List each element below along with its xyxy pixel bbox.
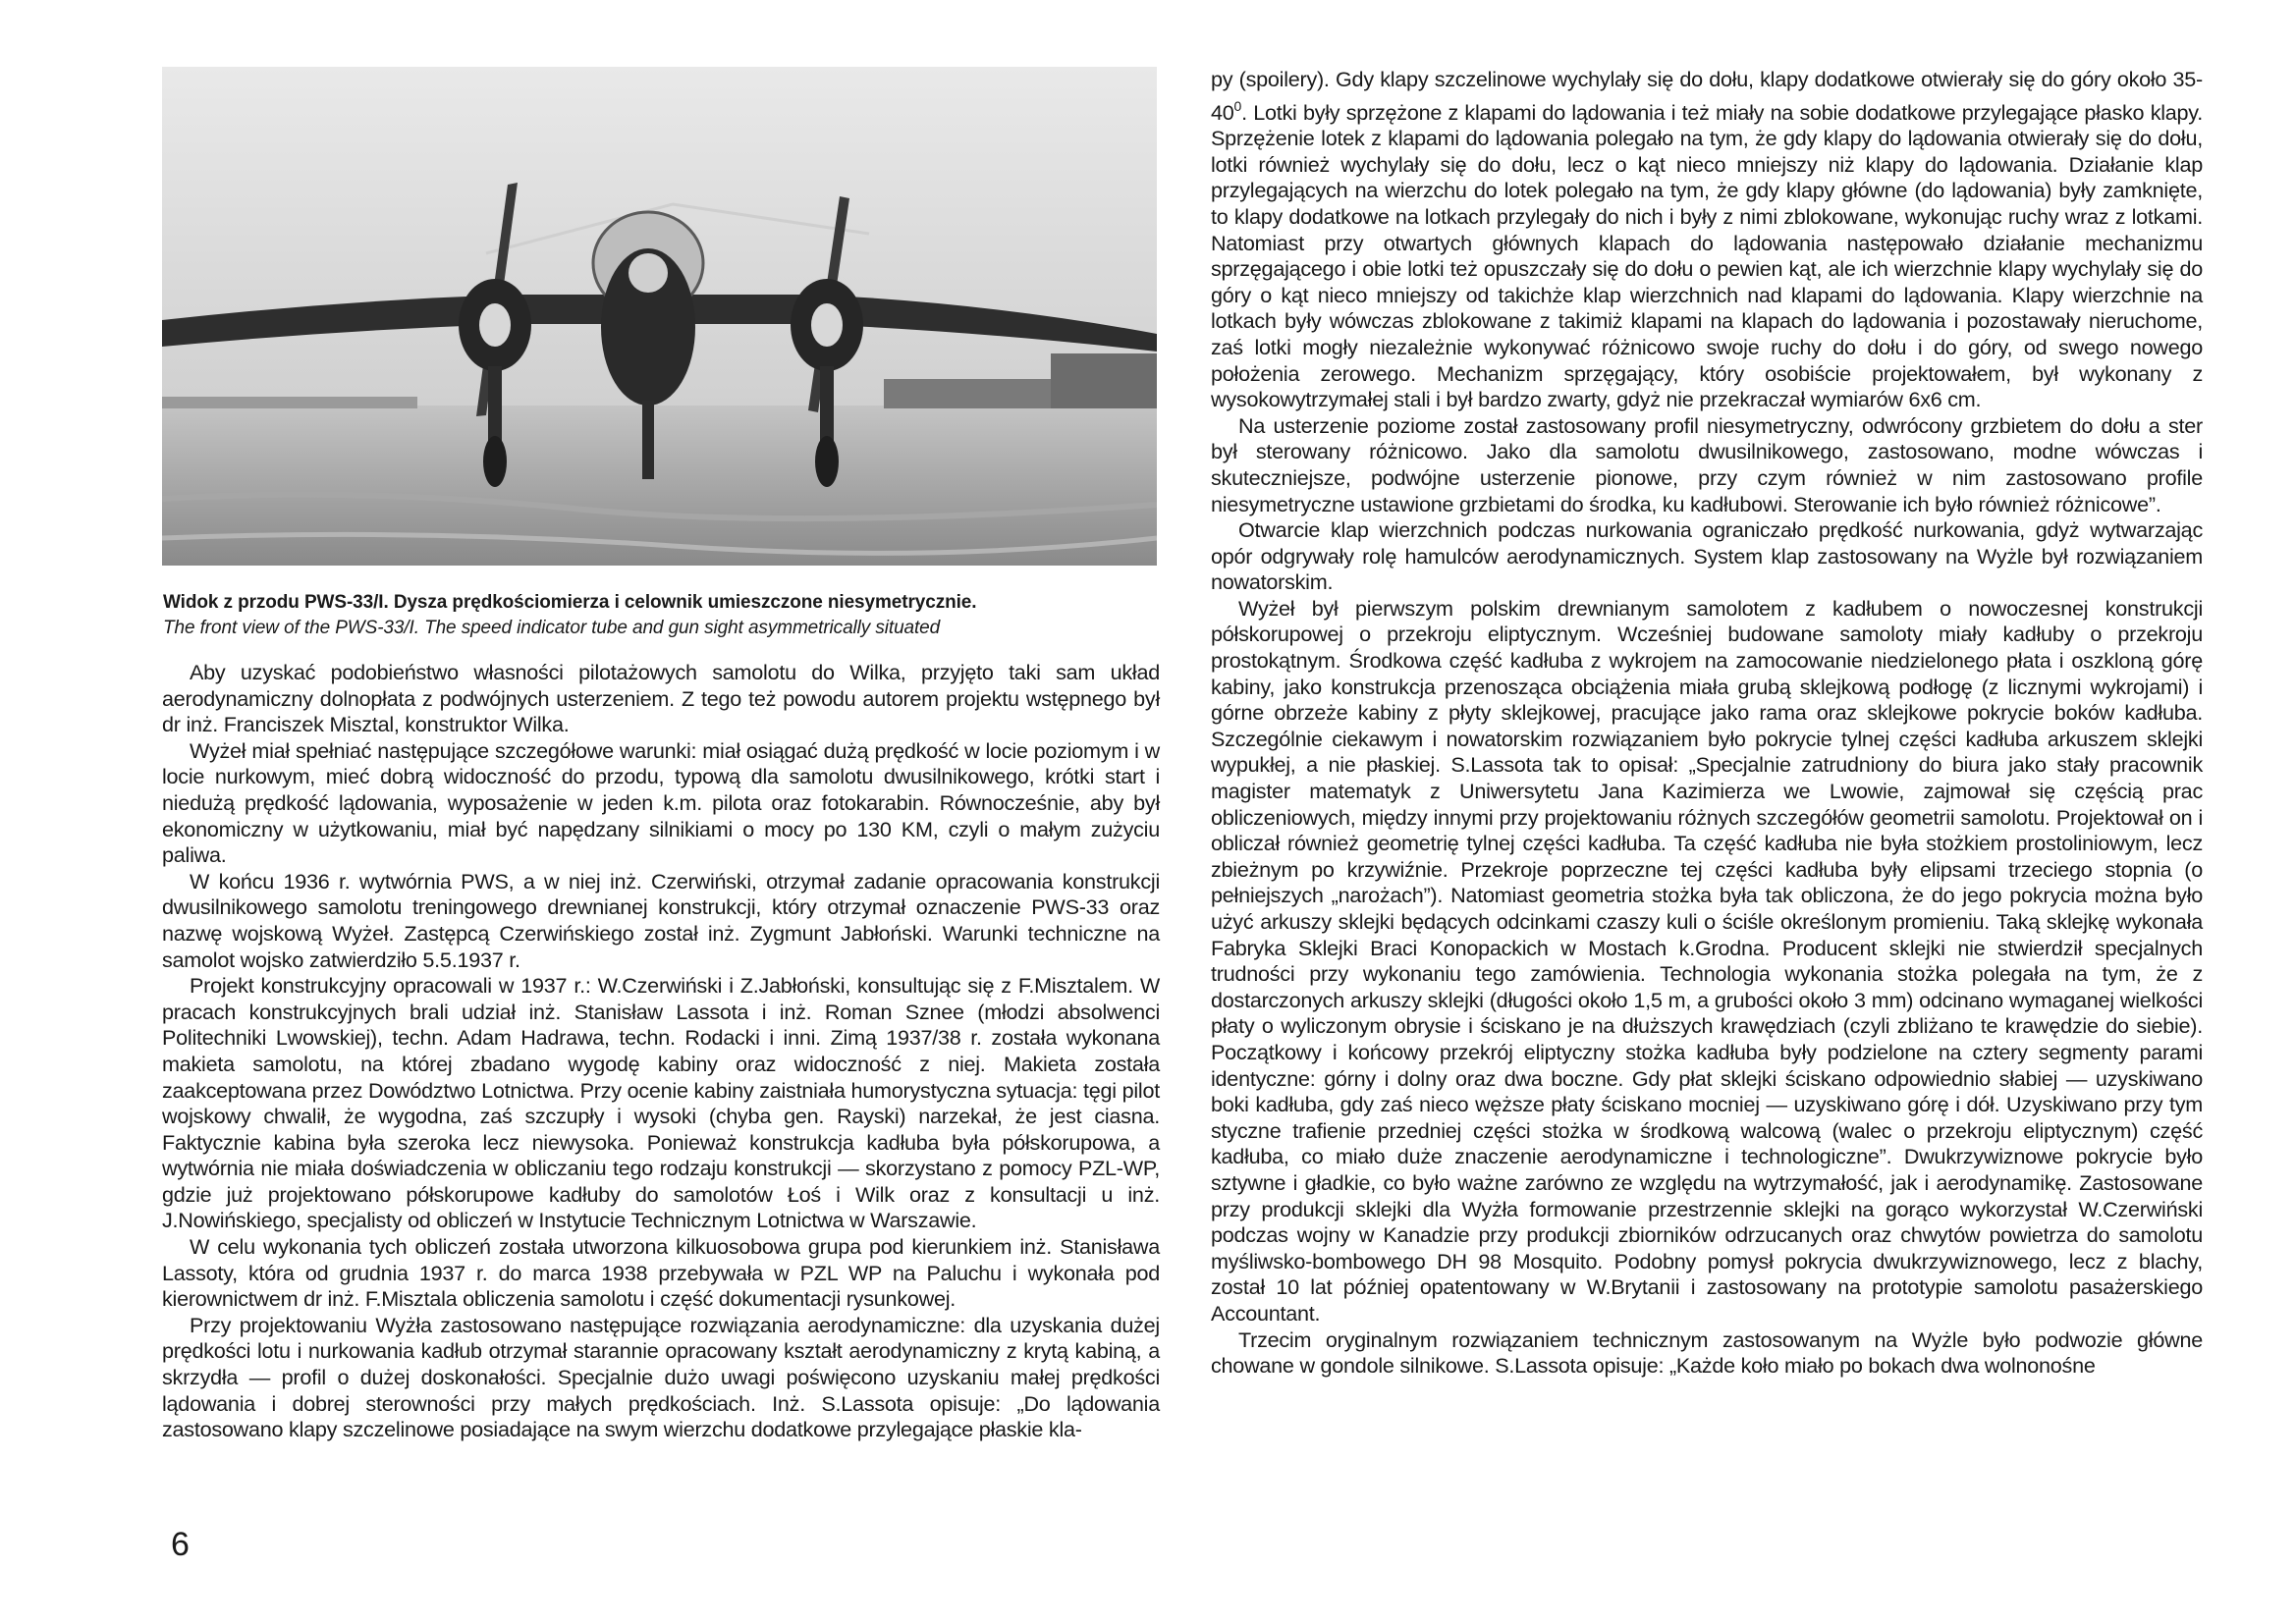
photo-caption-polish: Widok z przodu PWS-33/I. Dysza prędkościomierza i celownik umieszczone niesymetrycznie. (163, 592, 977, 613)
paragraph: Aby uzyskać podobieństwo własności pilotażowych samolotu do Wilka, przyjęto taki sam układ aerodynamiczny dolnopłata z podwójnych usterzeniem. Z tego też powodu autorem projektu wstępnego był dr inż. Franciszek Misztal, konstruktor Wilka. (162, 660, 1160, 737)
degree-superscript: 0 (1233, 97, 1242, 114)
right-column-text (1211, 67, 2203, 1380)
paragraph: Przy projektowaniu Wyżła zastosowano następujące rozwiązania aerodynamiczne: dla uzyskania dużej prędkości lotu i nurkowania kadłub otrzymał starannie opracowany kształt aerodynamiczny z krytą kabiną, a skrzydła — profil o dużej doskonałości. Specjalnie dużo uwagi poświęcono uzyskaniu małej prędkości lądowania i dobrej sterowności przy małych prędkościach. Inż. S.Lassota opisuje: „Do lądowania zastosowano klapy szczelinowe posiadające na swym wierzchu dodatkowe przylegające płaskie kla- (162, 1312, 1160, 1442)
aircraft-photo (162, 67, 1157, 566)
paragraph: W celu wykonania tych obliczeń została utworzona kilkuosobowa grupa pod kierunkiem inż. Stanisława Lassoty, która od grudnia 1937 r. do marca 1938 przebywała w PZL WP na Paluchu i wykonała pod kierownictwem dr inż. F.Misztala obliczenia samolotu i część dokumentacji rysunkowej. (162, 1234, 1160, 1312)
page-number: 6 (171, 1526, 190, 1563)
paragraph: Otwarcie klap wierzchnich podczas nurkowania ograniczało prędkość nurkowania, gdyż wytwarzając opór odgrywały rolę hamulców aerodynamicznych. System klap zastosowany na Wyżle był rozwiązaniem nowatorskim. (1211, 517, 2203, 595)
text-span: py (spoilery). Gdy klapy szczelinowe wychylały się do dołu, klapy dodatkowe otwierały się do góry około 35-40 (1211, 67, 2203, 125)
paragraph: Wyżeł był pierwszym polskim drewnianym samolotem z kadłubem o nowoczesnej konstrukcji półskorupowej o przekroju eliptycznym. Wcześniej budowane samoloty miały kadłuby o przekroju prostokątnym. Środkowa część kadłuba z wykrojem na zamocowanie niedzielonego płata i oszkloną górę kabiny, jako konstrukcja przenosząca obciążenia miała grubą sklejkową podłogę (z licznymi wykrojami) i górne obrzeże kabiny z płyty sklejkowej, pracujące jako rama oraz sklejkowe pokrycie boków kadłuba. Szczególnie ciekawym i nowatorskim rozwiązaniem było pokrycie tylnej części kadłuba arkuszem sklejki wypukłej, a nie płaskiej. S.Lassota tak to opisał: „Specjalnie zatrudniony do biura jako stały pracownik magister matematyk z Uniwersytetu Jana Kazimierza we Lwowie, zajmował się częścią prac obliczeniowych, między innymi przy projektowaniu różnych szczegółów geometrii samolotu. Projektował on i obliczał również geometrię tylnej części kadłuba. Ta część kadłuba nie była stożkiem prostoliniowym, lecz zbieżnym po krzywiźnie. Przekroje poprzeczne tej części kadłuba były elipsami trzeciego stopnia (o pełniejszych „narożach”). Natomiast geometria stożka była tak obliczona, że do jego pokrycia można było użyć arkuszy sklejki będących odcinkami czaszy kuli o ściśle określonym promieniu. Taką sklejkę wykonała Fabryka Sklejki Braci Konopackich w Mostach k.Grodna. Producent sklejki nie stwierdził specjalnych trudności przy wykonaniu tego zamówienia. Technologia wykonania stożka polegała na tym, że z dostarczonych arkuszy sklejki (długości około 1,5 m, a grubości około 3 mm) odcinano wymaganej wielkości płaty o wyliczonym obrysie i ściskano je na dłuższych krawędziach (czyli zbliżano te krawędzie do siebie). Początkowy i końcowy przekrój eliptyczny stożka kadłuba były podzielone na cztery segmenty parami identyczne: górny i dolny oraz dwa boczne. Gdy płat sklejki ściskano odpowiednio słabiej — uzyskiwano boki kadłuba, gdy zaś nieco węższe płaty ściskano mocniej — uzyskiwano górę i dół. Uzyskiwano przy tym styczne trafienie przedniej części stożka w środkową walcową (walec o przekroju eliptycznym) część kadłuba, co miało duże znaczenie aerodynamiczne i technologiczne”. Dwukrzywiznowe pokrycie było sztywne i gładkie, co było ważne zarówno ze względu na wytrzymałość, jak i aerodynamikę. Zastosowane przy produkcji sklejki dla Wyżła formowanie przestrzennie sklejki na gorąco wykorzystał W.Czerwiński podczas wojny w Kanadzie przy produkcji zbiorników odrzucanych oraz chwytów powietrza do samolotu myśliwsko-bombowego DH 98 Mosquito. Podobny pomysł pokrycia dwukrzywiznowego, lecz z blachy, został 10 lat później opatentowany w W.Brytanii i zastosowany na prototypie samolotu pasażerskiego Accountant. (1211, 595, 2203, 1326)
paragraph: Wyżeł miał spełniać następujące szczegółowe warunki: miał osiągać dużą prędkość w locie poziomym i w locie nurkowym, mieć dobrą widoczność do przodu, typową dla samolotu dwusilnikowego, krótki start i niedużą prędkość lądowania, wyposażenie w jeden k.m. pilota oraz fotokarabin. Równocześnie, aby był ekonomiczny w użytkowaniu, miał być napędzany silnikiami o mocy po 130 KM, czyli o małym zużyciu paliwa. (162, 737, 1160, 868)
aircraft-front-view-icon (162, 67, 1157, 566)
left-column-text (162, 660, 1160, 1443)
paragraph: W końcu 1936 r. wytwórnia PWS, a w niej inż. Czerwiński, otrzymał zadanie opracowania konstrukcji dwusilnikowego samolotu treningowego drewnianej konstrukcji, który otrzymał oznaczenie PWS-33 oraz nazwę wojskową Wyżeł. Zastępcą Czerwińskiego został inż. Zygmunt Jabłoński. Warunki techniczne na samolot wojsko zatwierdziło 5.5.1937 r. (162, 868, 1160, 972)
text-span: . Lotki były sprzężone z klapami do lądowania i też miały na sobie dodatkowe przylegające płasko klapy. Sprzężenie lotek z klapami do lądowania polegało na tym, że gdy klapy do lądowania otwierały się do dołu, lotki również wychylały się do dołu, lecz o kąt nieco mniejszy niż klapy do lądowania. Działanie klap przylegających na wierzchu do lotek polegało na tym, że gdy klapy główne (do lądowania) były zamknięte, to klapy dodatkowe na lotkach przylegały do nich i były z nimi zblokowane, wykonując ruchy wraz z lotkami. Natomiast przy otwartych głównych klapach do lądowania następowało działanie mechanizmu sprzęgającego i obie lotki też opuszczały się do dołu o pewien kąt, ale ich wierzchnie klapy wychylały się do góry o kąt nieco mniejszy od takichże klap wierzchnich nad klapami do lądowania. Klapy wierzchnie na lotkach były wówczas zblokowane z takimiż klapami na klapach do lądowania i pozostawały nieruchome, zaś lotki mogły niezależnie wykonywać różnicowo swoje ruchy do dołu i do góry, od swego nowego położenia zerowego. Mechanizm sprzęgający, który osobiście projektowałem, był wykonany z wysokowytrzymałej stali i był bardzo zwarty, gdyż nie przekraczał wymiarów 6x6 cm. (1211, 99, 2203, 412)
paragraph: Na usterzenie poziome został zastosowany profil niesymetryczny, odwrócony grzbietem do dołu a ster był sterowany różnicowo. Jako dla samolotu dwusilnikowego, zastosowano, modne wówczas i skuteczniejsze, podwójne usterzenie pionowe, przy czym również w nim zastosowano profile niesymetryczne ustawione grzbietami do środka, ku kadłubowi. Sterowanie ich było również różnicowe”. (1211, 412, 2203, 516)
paragraph: Projekt konstrukcyjny opracowali w 1937 r.: W.Czerwiński i Z.Jabłoński, konsultując się z F.Misztalem. W pracach konstrukcyjnych brali udział inż. Stanisław Lassota i inż. Roman Sznee (młodzi absolwenci Politechniki Lwowskiej), techn. Adam Hadrawa, techn. Rodacki i inni. Zimą 1937/38 r. została wykonana makieta samolotu, na której zbadano wygodę kabiny oraz widoczność z niej. Makieta została zaakceptowana przez Dowództwo Lotnictwa. Przy ocenie kabiny zaistniała humorystyczna sytuacja: tęgi pilot wojskowy chwalił, że wygodna, zaś szczupły i wysoki (chyba gen. Rayski) narzekał, że jest ciasna. Faktycznie kabina była szeroka lecz niewysoka. Ponieważ konstrukcja kadłuba była półskorupowa, a wytwórnia nie miała doświadczenia w obliczaniu tego rodzaju konstrukcji — skorzystano z pomocy PZL-WP, gdzie już projektowano półskorupowe kadłuby do samolotów Łoś i Wilk oraz z konsultacji u inż. J.Nowińskiego, specjalisty od obliczeń w Instytucie Technicznym Lotnictwa w Warszawie. (162, 973, 1160, 1233)
paragraph: Trzecim oryginalnym rozwiązaniem technicznym zastosowanym na Wyżle było podwozie główne chowane w gondole silnikowe. S.Lassota opisuje: „Każde koło miało po bokach dwa wolnonośne (1211, 1326, 2203, 1379)
photo-caption-english: The front view of the PWS-33/I. The speed indicator tube and gun sight asymmetrically situated (163, 618, 941, 638)
paragraph-continued (1211, 67, 2203, 413)
